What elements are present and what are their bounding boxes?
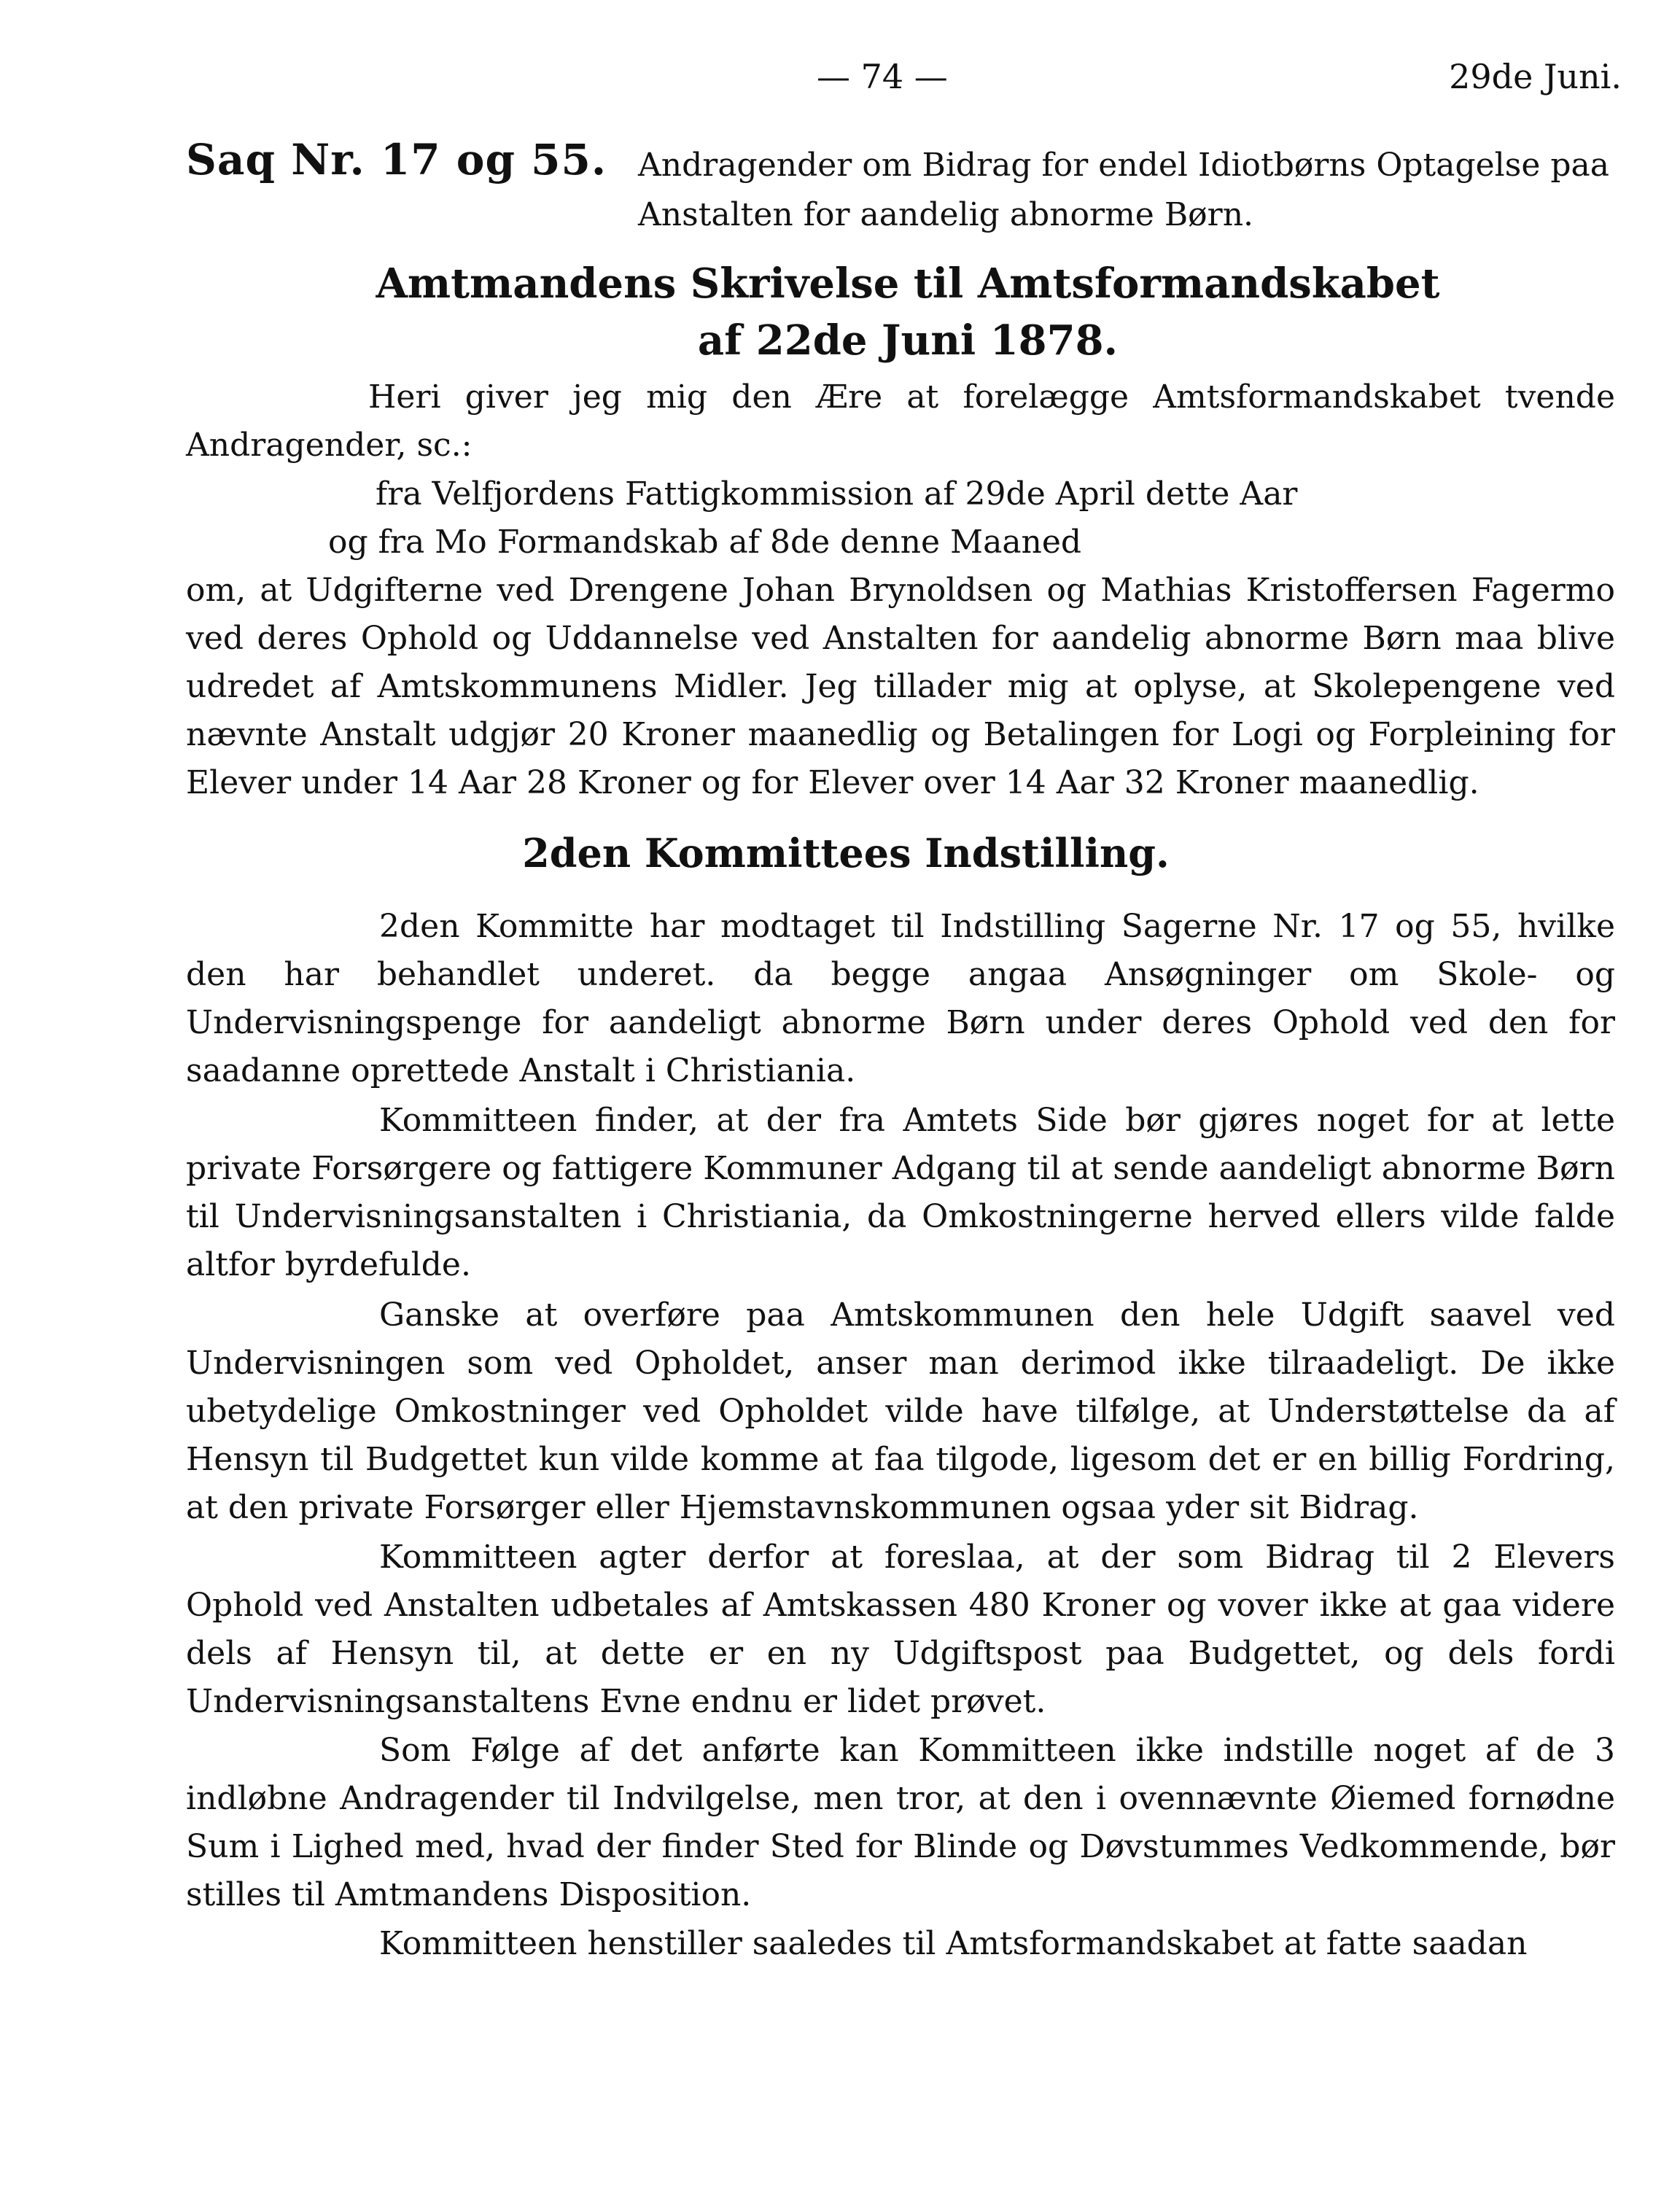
committee-paragraph: Kommitteen finder, at der fra Amtets Side bør gjøres noget for at lette private Forsørgere og fattigere Kommuner Adgang til at sende aandeligt abnorme Børn til Undervisningsanstalten i Christiania, da Omkostningerne herved ellers vilde falde altfor byrdefulde.	[186, 1102, 1615, 1283]
committee-paragraph: Kommitteen henstiller saaledes til Amtsformandskabet at fatte saadan	[379, 1925, 1528, 1962]
committee-paragraph: Som Følge af det anførte kan Kommitteen ikke indstille noget af de 3 indløbne Andragender til Indvilgelse, men tror, at den i ovennævnte Øiemed fornødne Sum i Lighed med, hvad der finder Sted for Blinde og Døvstummes Vedkommende, bør stilles til Amtmandens Disposition.	[186, 1732, 1615, 1913]
page-header	[0, 57, 1680, 108]
section-heading-letter	[186, 255, 1630, 369]
header-date: 29de Juni.	[1449, 57, 1622, 96]
section-heading-line-1: Amtmandens Skrivelse til Amtsformandskabet	[376, 260, 1440, 308]
letter-intro-paragraph: Heri giver jeg mig den Ære at forelægge Amtsformandskabet tvende Andragender, sc.:	[186, 378, 1615, 464]
letter-body-paragraph: om, at Udgifterne ved Drengene Johan Brynoldsen og Mathias Kristoffersen Fagermo ved deres Ophold og Uddannelse ved Anstalten for aandelig abnorme Børn maa blive udredet af Amtskommunens Midler. Jeg tillader mig at oplyse, at Skolepengene ved nævnte Anstalt udgjør 20 Kroner maanedlig og Betalingen for Logi og Forpleining for Elever under 14 Aar 28 Kroner og for Elever over 14 Aar 32 Kroner maanedlig.	[186, 572, 1615, 801]
committee-paragraph: 2den Kommitte har modtaget til Indstilling Sagerne Nr. 17 og 55, hvilke den har behandlet underet. da begge angaa Ansøgninger om Skole- og Undervisningspenge for aandeligt abnorme Børn under deres Ophold ved den for saadanne oprettede Anstalt i Christiania.	[186, 908, 1615, 1089]
committee-paragraph: Kommitteen agter derfor at foreslaa, at der som Bidrag til 2 Elevers Ophold ved Anstalten udbetales af Amtskassen 480 Kroner og vover ikke at gaa videre dels af Hensyn til, at dette er en ny Udgiftspost paa Budgettet, og dels fordi Undervisningsanstaltens Evne endnu er lidet prøvet.	[186, 1539, 1615, 1720]
letter-quote-line-1: fra Velfjordens Fattigkommission af 29de April dette Aar	[376, 475, 1298, 513]
committee-paragraph: Ganske at overføre paa Amtskommunen den hele Udgift saavel ved Undervisningen som ved Opholdet, anser man derimod ikke tilraadeligt. De ikke ubetydelige Omkostninger ved Opholdet vilde have tilfølge, at Understøttelse da af Hensyn til Budgettet kun vilde komme at faa tilgode, ligesom det er en billig Fordring, at den private Forsørger eller Hjemstavnskommunen ogsaa yder sit Bidrag.	[186, 1296, 1615, 1526]
section-heading-line-2: af 22de Juni 1878.	[697, 316, 1119, 365]
letter-quote-line-2: og fra Mo Formandskab af 8de denne Maaned	[328, 524, 1082, 561]
case-label: Saq Nr. 17 og 55.	[186, 135, 607, 184]
page-number: — 74 —	[817, 57, 948, 96]
section-heading-committee: 2den Kommittees Indstilling.	[522, 830, 1170, 876]
case-title: Andragender om Bidrag for endel Idiotbørns Optagelse paa Anstalten for aandelig abnorme Børn.	[638, 147, 1609, 233]
